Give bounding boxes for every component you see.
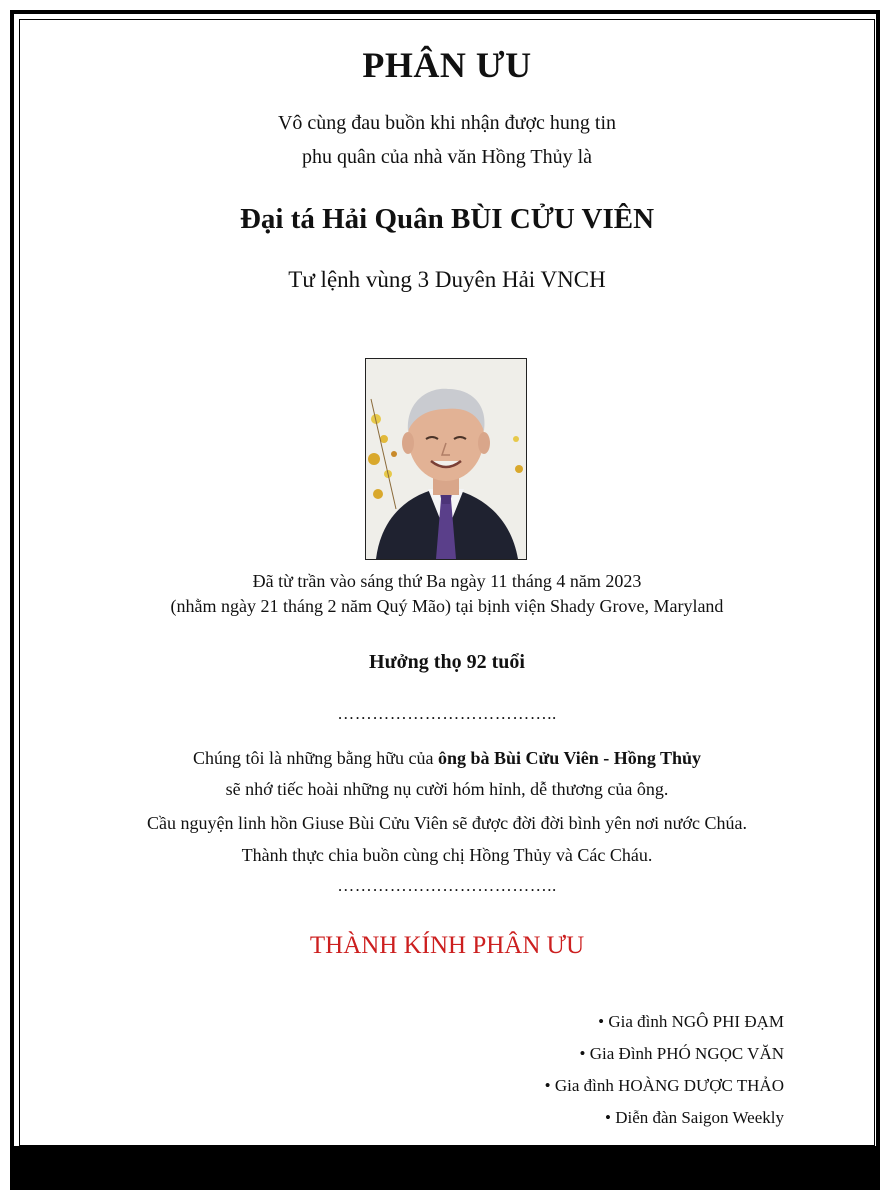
signer-item: • Gia đình NGÔ PHI ĐẠM (598, 1012, 784, 1031)
message-line-3: Cầu nguyện linh hồn Giuse Bùi Cửu Viên sẽ được đời đời bình yên nơi nước Chúa. (147, 813, 747, 833)
message-line-4: Thành thực chia buồn cùng chị Hồng Thủy và Các Cháu. (241, 845, 653, 865)
signer-item: • Gia đình HOÀNG DƯỢC THẢO (544, 1076, 784, 1095)
closing-phrase: THÀNH KÍNH PHÂN ƯU (309, 932, 585, 959)
page-title: PHÂN ƯU (362, 45, 532, 85)
signer-item: • Diễn đàn Saigon Weekly (605, 1108, 784, 1127)
separator-2: ……………………………….. (337, 876, 557, 895)
signers-list (545, 1006, 784, 1134)
message-line-1-bold: ông bà Bùi Cửu Viên - Hồng Thủy (437, 748, 702, 768)
intro-line-1: Vô cùng đau buồn khi nhận được hung tin (277, 112, 617, 134)
portrait-photo (365, 358, 527, 560)
passing-date-line: Đã từ trần vào sáng thứ Ba ngày 11 tháng 4 năm 2023 (252, 571, 642, 591)
deceased-position: Tư lệnh vùng 3 Duyên Hải VNCH (288, 267, 606, 292)
message-line-2: sẽ nhớ tiếc hoài những nụ cười hóm hỉnh, dễ thương của ông. (225, 779, 669, 799)
age-line: Hưởng thọ 92 tuổi (369, 651, 525, 673)
separator-1: ……………………………….. (337, 704, 557, 723)
footer-bar (14, 1146, 880, 1190)
passing-location-line: (nhằm ngày 21 tháng 2 năm Quý Mão) tại bịnh viện Shady Grove, Maryland (170, 596, 724, 616)
portrait-icon (366, 359, 526, 559)
deceased-name: Đại tá Hải Quân BÙI CỬU VIÊN (239, 203, 655, 235)
signer-item: • Gia Đình PHÓ NGỌC VĂN (579, 1044, 784, 1063)
message-line-1 (0, 748, 894, 769)
message-line-1-prefix: Chúng tôi là những bằng hữu của (192, 748, 438, 768)
intro-line-2: phu quân của nhà văn Hồng Thủy là (301, 146, 593, 168)
